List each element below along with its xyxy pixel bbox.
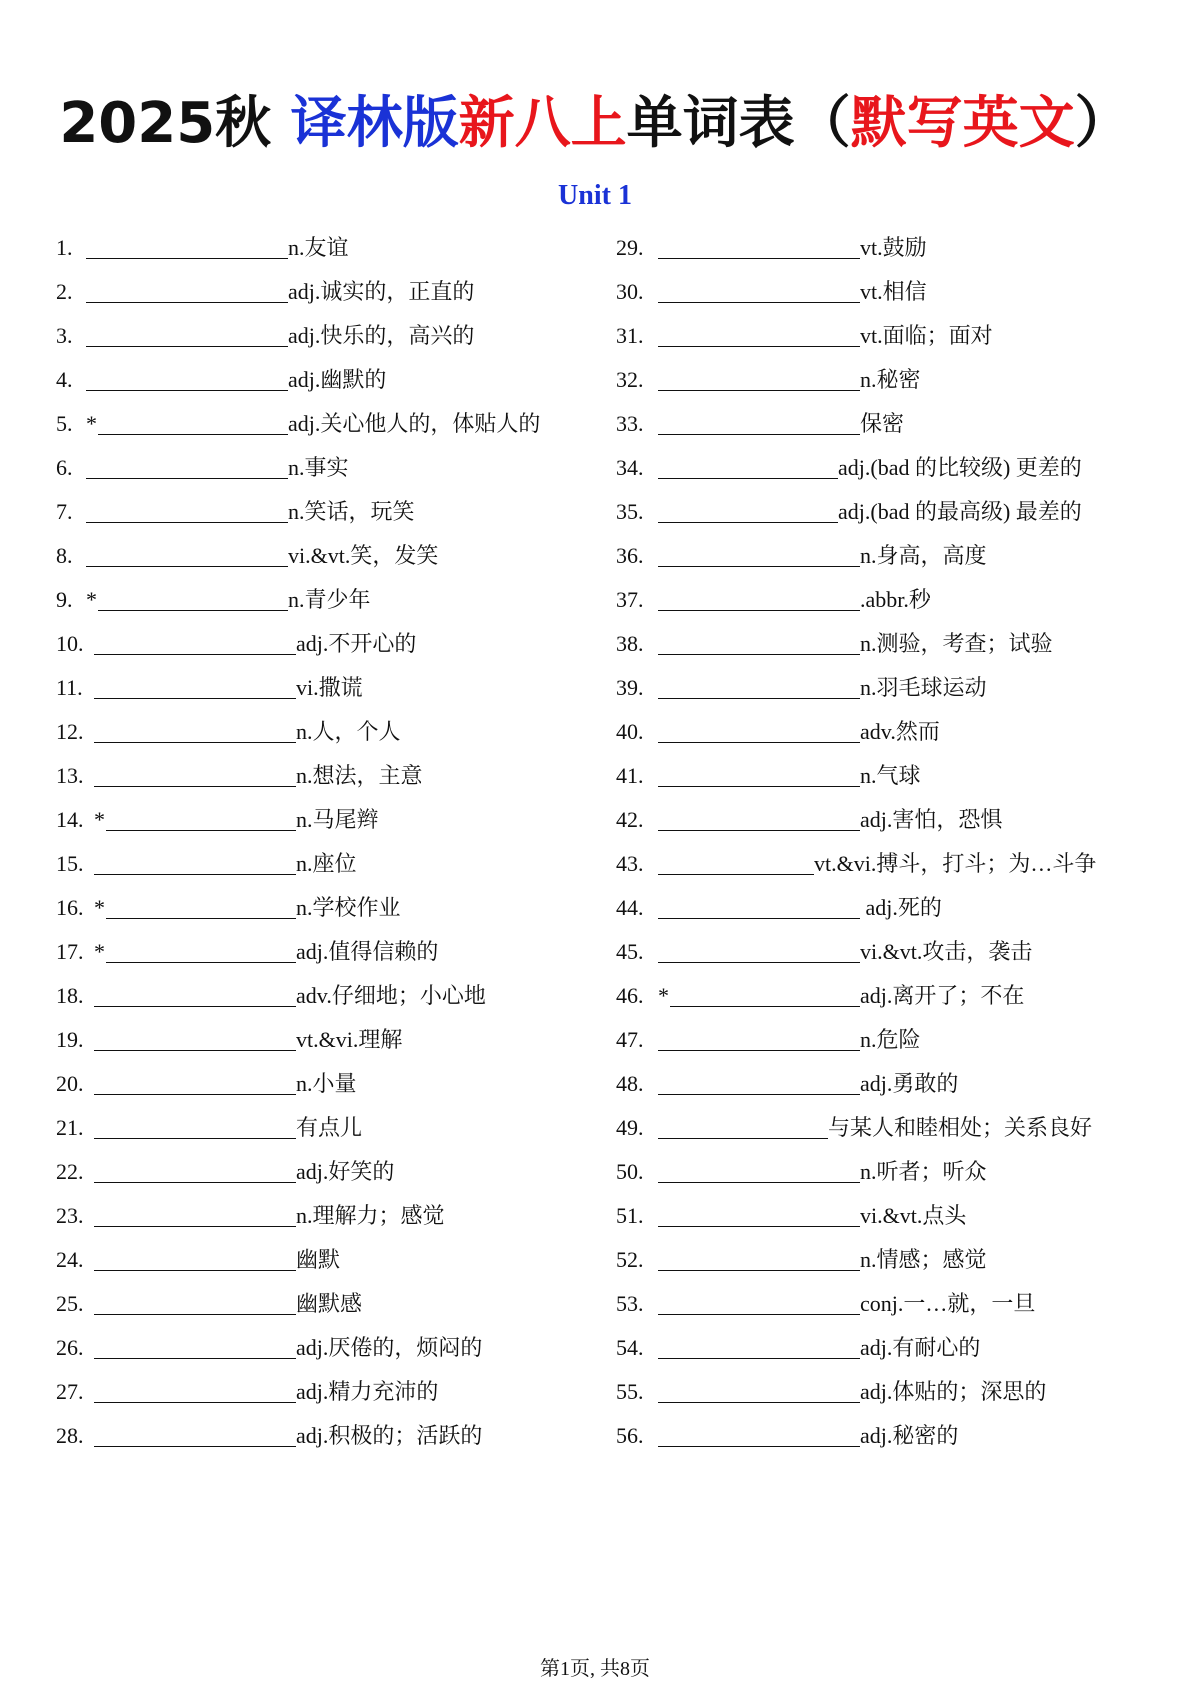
item-number: 11. <box>56 675 83 700</box>
word-item <box>616 446 1096 490</box>
chinese-definition: n.事实 <box>288 455 349 480</box>
chinese-definition: vi.&vt.点头 <box>860 1203 967 1228</box>
word-item <box>616 974 1096 1018</box>
chinese-definition: adj.(bad 的比较级) 更差的 <box>838 455 1082 480</box>
answer-blank[interactable] <box>94 1376 296 1403</box>
left-column <box>56 226 540 1458</box>
word-item <box>56 534 540 578</box>
unit-heading: Unit 1 <box>558 180 632 211</box>
word-item <box>616 314 1096 358</box>
word-item <box>56 754 540 798</box>
word-item <box>56 446 540 490</box>
answer-blank[interactable] <box>94 1288 296 1315</box>
item-number: 16. <box>56 895 84 920</box>
page-footer: 第1页, 共8页 <box>540 1658 650 1680</box>
answer-blank[interactable] <box>658 1332 860 1359</box>
item-number: 32. <box>616 367 644 392</box>
chinese-definition: n.学校作业 <box>296 895 401 920</box>
answer-blank[interactable] <box>94 1420 296 1447</box>
word-item <box>56 1414 540 1458</box>
answer-blank[interactable] <box>86 540 288 567</box>
word-item <box>616 886 1096 930</box>
chinese-definition: vt.&vi.搏斗，打斗；为…斗争 <box>814 851 1097 876</box>
item-number: 4. <box>56 367 73 392</box>
word-item <box>616 1414 1096 1458</box>
chinese-definition: vt.相信 <box>860 279 927 304</box>
item-number: 21. <box>56 1115 84 1140</box>
item-number: 31. <box>616 323 644 348</box>
chinese-definition: adj.好笑的 <box>296 1159 395 1184</box>
answer-blank[interactable] <box>94 1332 296 1359</box>
optional-star: * <box>94 895 105 920</box>
item-number: 41. <box>616 763 644 788</box>
item-number: 26. <box>56 1335 84 1360</box>
item-number: 1. <box>56 235 73 260</box>
word-item <box>616 1150 1096 1194</box>
answer-blank[interactable] <box>658 1200 860 1227</box>
item-number: 54. <box>616 1335 644 1360</box>
chinese-definition: n.听者；听众 <box>860 1159 987 1184</box>
optional-star: * <box>94 807 105 832</box>
optional-star: * <box>86 587 97 612</box>
chinese-definition: adj.(bad 的最高级) 最差的 <box>838 499 1082 524</box>
word-item <box>616 490 1096 534</box>
answer-blank[interactable] <box>94 980 296 1007</box>
word-item <box>616 1062 1096 1106</box>
chinese-definition: adj.勇敢的 <box>860 1071 959 1096</box>
item-number: 46. <box>616 983 644 1008</box>
answer-blank[interactable] <box>94 716 296 743</box>
answer-blank[interactable] <box>658 408 860 435</box>
word-item <box>616 226 1096 270</box>
item-number: 43. <box>616 851 644 876</box>
answer-blank[interactable] <box>86 496 288 523</box>
answer-blank[interactable] <box>86 452 288 479</box>
item-number: 47. <box>616 1027 644 1052</box>
item-number: 49. <box>616 1115 644 1140</box>
answer-blank[interactable] <box>86 320 288 347</box>
word-item <box>56 270 540 314</box>
word-item <box>616 534 1096 578</box>
item-number: 40. <box>616 719 644 744</box>
answer-blank[interactable] <box>106 936 296 963</box>
item-number: 48. <box>616 1071 644 1096</box>
title-close-paren: ） <box>1074 91 1131 156</box>
word-item <box>56 358 540 402</box>
chinese-definition: vi.&vt.攻击，袭击 <box>860 939 1033 964</box>
answer-blank[interactable] <box>94 1068 296 1095</box>
word-item <box>56 1194 540 1238</box>
chinese-definition: vi.&vt.笑，发笑 <box>288 543 439 568</box>
word-item <box>56 886 540 930</box>
answer-blank[interactable] <box>94 848 296 875</box>
item-number: 36. <box>616 543 644 568</box>
chinese-definition: adj.幽默的 <box>288 367 387 392</box>
right-column <box>616 226 1096 1458</box>
answer-blank[interactable] <box>658 1376 860 1403</box>
title-grade: 新八上 <box>458 91 627 156</box>
word-item <box>616 578 1096 622</box>
answer-blank[interactable] <box>658 1244 860 1271</box>
item-number: 28. <box>56 1423 84 1448</box>
answer-blank[interactable] <box>658 628 860 655</box>
item-number: 10. <box>56 631 84 656</box>
optional-star: * <box>94 939 105 964</box>
chinese-definition: 幽默 <box>296 1247 341 1272</box>
answer-blank[interactable] <box>658 540 860 567</box>
chinese-definition: n.友谊 <box>288 235 349 260</box>
item-number: 9. <box>56 587 73 612</box>
chinese-definition: n.危险 <box>860 1027 921 1052</box>
chinese-definition: adj.有耐心的 <box>860 1335 981 1360</box>
item-number: 20. <box>56 1071 84 1096</box>
chinese-definition: vt.鼓励 <box>860 235 927 260</box>
chinese-definition: adj.厌倦的，烦闷的 <box>296 1335 483 1360</box>
word-item <box>56 1150 540 1194</box>
answer-blank[interactable] <box>658 804 860 831</box>
chinese-definition: adj.精力充沛的 <box>296 1379 439 1404</box>
chinese-definition: n.理解力；感觉 <box>296 1203 445 1228</box>
answer-blank[interactable] <box>98 408 288 435</box>
word-item <box>616 1326 1096 1370</box>
item-number: 17. <box>56 939 84 964</box>
item-number: 18. <box>56 983 84 1008</box>
word-item <box>56 1106 540 1150</box>
word-item <box>616 1018 1096 1062</box>
chinese-definition: n.想法，主意 <box>296 763 423 788</box>
answer-blank[interactable] <box>94 1112 296 1139</box>
word-item <box>616 1282 1096 1326</box>
word-item <box>56 974 540 1018</box>
word-item <box>616 754 1096 798</box>
answer-blank[interactable] <box>658 1156 860 1183</box>
word-item <box>56 1370 540 1414</box>
word-item <box>56 666 540 710</box>
chinese-definition: vt.面临；面对 <box>860 323 993 348</box>
chinese-definition: adj.害怕，恐惧 <box>860 807 1003 832</box>
answer-blank[interactable] <box>658 760 860 787</box>
item-number: 52. <box>616 1247 644 1272</box>
word-item <box>56 226 540 270</box>
item-number: 7. <box>56 499 73 524</box>
answer-blank[interactable] <box>670 980 860 1007</box>
word-item <box>56 622 540 666</box>
item-number: 12. <box>56 719 84 744</box>
word-item <box>616 402 1096 446</box>
answer-blank[interactable] <box>86 232 288 259</box>
item-number: 33. <box>616 411 644 436</box>
item-number: 27. <box>56 1379 84 1404</box>
item-number: 3. <box>56 323 73 348</box>
chinese-definition: n.测验，考查；试验 <box>860 631 1053 656</box>
chinese-definition: n.笑话，玩笑 <box>288 499 415 524</box>
word-item <box>616 270 1096 314</box>
answer-blank[interactable] <box>658 1024 860 1051</box>
item-number: 22. <box>56 1159 84 1184</box>
word-item <box>616 1370 1096 1414</box>
answer-blank[interactable] <box>94 760 296 787</box>
item-number: 35. <box>616 499 644 524</box>
chinese-definition: n.羽毛球运动 <box>860 675 987 700</box>
answer-blank[interactable] <box>658 364 860 391</box>
item-number: 24. <box>56 1247 84 1272</box>
chinese-definition: .abbr.秒 <box>860 587 931 612</box>
item-number: 14. <box>56 807 84 832</box>
item-number: 15. <box>56 851 84 876</box>
answer-blank[interactable] <box>658 848 814 875</box>
chinese-definition: 与某人和睦相处；关系良好 <box>828 1115 1093 1140</box>
chinese-definition: adj.值得信赖的 <box>296 939 439 964</box>
word-item <box>616 930 1096 974</box>
word-item <box>56 578 540 622</box>
chinese-definition: n.小量 <box>296 1071 357 1096</box>
item-number: 55. <box>616 1379 644 1404</box>
title-wordlist: 单词表（ <box>626 91 851 156</box>
word-item <box>56 402 540 446</box>
chinese-definition: adj.离开了；不在 <box>860 983 1025 1008</box>
item-number: 45. <box>616 939 644 964</box>
word-item <box>616 358 1096 402</box>
answer-blank[interactable] <box>106 892 296 919</box>
answer-blank[interactable] <box>658 320 860 347</box>
word-item <box>616 666 1096 710</box>
word-item <box>56 1062 540 1106</box>
word-item <box>56 1238 540 1282</box>
item-number: 51. <box>616 1203 644 1228</box>
title-mode: 默写英文 <box>850 91 1075 156</box>
word-item <box>56 1282 540 1326</box>
item-number: 42. <box>616 807 644 832</box>
answer-blank[interactable] <box>94 1156 296 1183</box>
answer-blank[interactable] <box>658 672 860 699</box>
chinese-definition: 保密 <box>860 411 905 436</box>
item-number: 6. <box>56 455 73 480</box>
chinese-definition: adj.死的 <box>860 895 942 920</box>
answer-blank[interactable] <box>98 584 288 611</box>
chinese-definition: conj.一…就，一旦 <box>860 1291 1036 1316</box>
word-item <box>56 1018 540 1062</box>
item-number: 53. <box>616 1291 644 1316</box>
answer-blank[interactable] <box>658 1068 860 1095</box>
item-number: 19. <box>56 1027 84 1052</box>
chinese-definition: 幽默感 <box>296 1291 363 1316</box>
answer-blank[interactable] <box>94 1244 296 1271</box>
word-item <box>616 798 1096 842</box>
item-number: 44. <box>616 895 644 920</box>
chinese-definition: vi.撒谎 <box>296 675 363 700</box>
chinese-definition: adj.诚实的，正直的 <box>288 279 475 304</box>
optional-star: * <box>86 411 97 436</box>
word-item <box>56 842 540 886</box>
chinese-definition: n.气球 <box>860 763 921 788</box>
item-number: 50. <box>616 1159 644 1184</box>
answer-blank[interactable] <box>94 1024 296 1051</box>
chinese-definition: adv.然而 <box>860 719 940 744</box>
chinese-definition: vt.&vi.理解 <box>296 1027 403 1052</box>
word-item <box>56 710 540 754</box>
chinese-definition: adj.秘密的 <box>860 1423 959 1448</box>
word-item <box>616 842 1096 886</box>
answer-blank[interactable] <box>658 1112 828 1139</box>
word-item <box>56 314 540 358</box>
page-title <box>0 88 1190 160</box>
answer-blank[interactable] <box>658 1288 860 1315</box>
word-item <box>56 1326 540 1370</box>
answer-blank[interactable] <box>86 276 288 303</box>
item-number: 23. <box>56 1203 84 1228</box>
answer-blank[interactable] <box>94 1200 296 1227</box>
item-number: 30. <box>616 279 644 304</box>
answer-blank[interactable] <box>658 496 838 523</box>
chinese-definition: n.座位 <box>296 851 357 876</box>
chinese-definition: n.人，个人 <box>296 719 401 744</box>
chinese-definition: n.马尾辫 <box>296 807 379 832</box>
word-item <box>56 490 540 534</box>
word-item <box>616 1238 1096 1282</box>
chinese-definition: 有点儿 <box>296 1115 363 1140</box>
answer-blank[interactable] <box>94 628 296 655</box>
item-number: 29. <box>616 235 644 260</box>
item-number: 34. <box>616 455 644 480</box>
item-number: 39. <box>616 675 644 700</box>
answer-blank[interactable] <box>658 892 860 919</box>
word-item <box>616 710 1096 754</box>
answer-blank[interactable] <box>658 716 860 743</box>
chinese-definition: n.青少年 <box>288 587 371 612</box>
chinese-definition: n.秘密 <box>860 367 921 392</box>
title-publisher: 译林版 <box>290 91 459 156</box>
optional-star: * <box>658 983 669 1008</box>
word-item <box>56 930 540 974</box>
word-item <box>56 798 540 842</box>
chinese-definition: adj.关心他人的，体贴人的 <box>288 411 541 436</box>
answer-blank[interactable] <box>86 364 288 391</box>
answer-blank[interactable] <box>658 452 838 479</box>
chinese-definition: adj.体贴的；深思的 <box>860 1379 1047 1404</box>
item-number: 13. <box>56 763 84 788</box>
item-number: 5. <box>56 411 73 436</box>
answer-blank[interactable] <box>658 232 860 259</box>
item-number: 38. <box>616 631 644 656</box>
chinese-definition: adj.快乐的，高兴的 <box>288 323 475 348</box>
item-number: 8. <box>56 543 73 568</box>
chinese-definition: adj.不开心的 <box>296 631 417 656</box>
answer-blank[interactable] <box>94 672 296 699</box>
title-year: 2025秋 <box>59 91 291 156</box>
chinese-definition: adj.积极的；活跃的 <box>296 1423 483 1448</box>
item-number: 25. <box>56 1291 84 1316</box>
word-item <box>616 1106 1096 1150</box>
answer-blank[interactable] <box>658 584 860 611</box>
answer-blank[interactable] <box>658 1420 860 1447</box>
chinese-definition: adv.仔细地；小心地 <box>296 983 486 1008</box>
answer-blank[interactable] <box>106 804 296 831</box>
answer-blank[interactable] <box>658 936 860 963</box>
item-number: 2. <box>56 279 73 304</box>
word-item <box>616 1194 1096 1238</box>
item-number: 56. <box>616 1423 644 1448</box>
chinese-definition: n.情感；感觉 <box>860 1247 987 1272</box>
item-number: 37. <box>616 587 644 612</box>
word-item <box>616 622 1096 666</box>
answer-blank[interactable] <box>658 276 860 303</box>
chinese-definition: n.身高，高度 <box>860 543 987 568</box>
